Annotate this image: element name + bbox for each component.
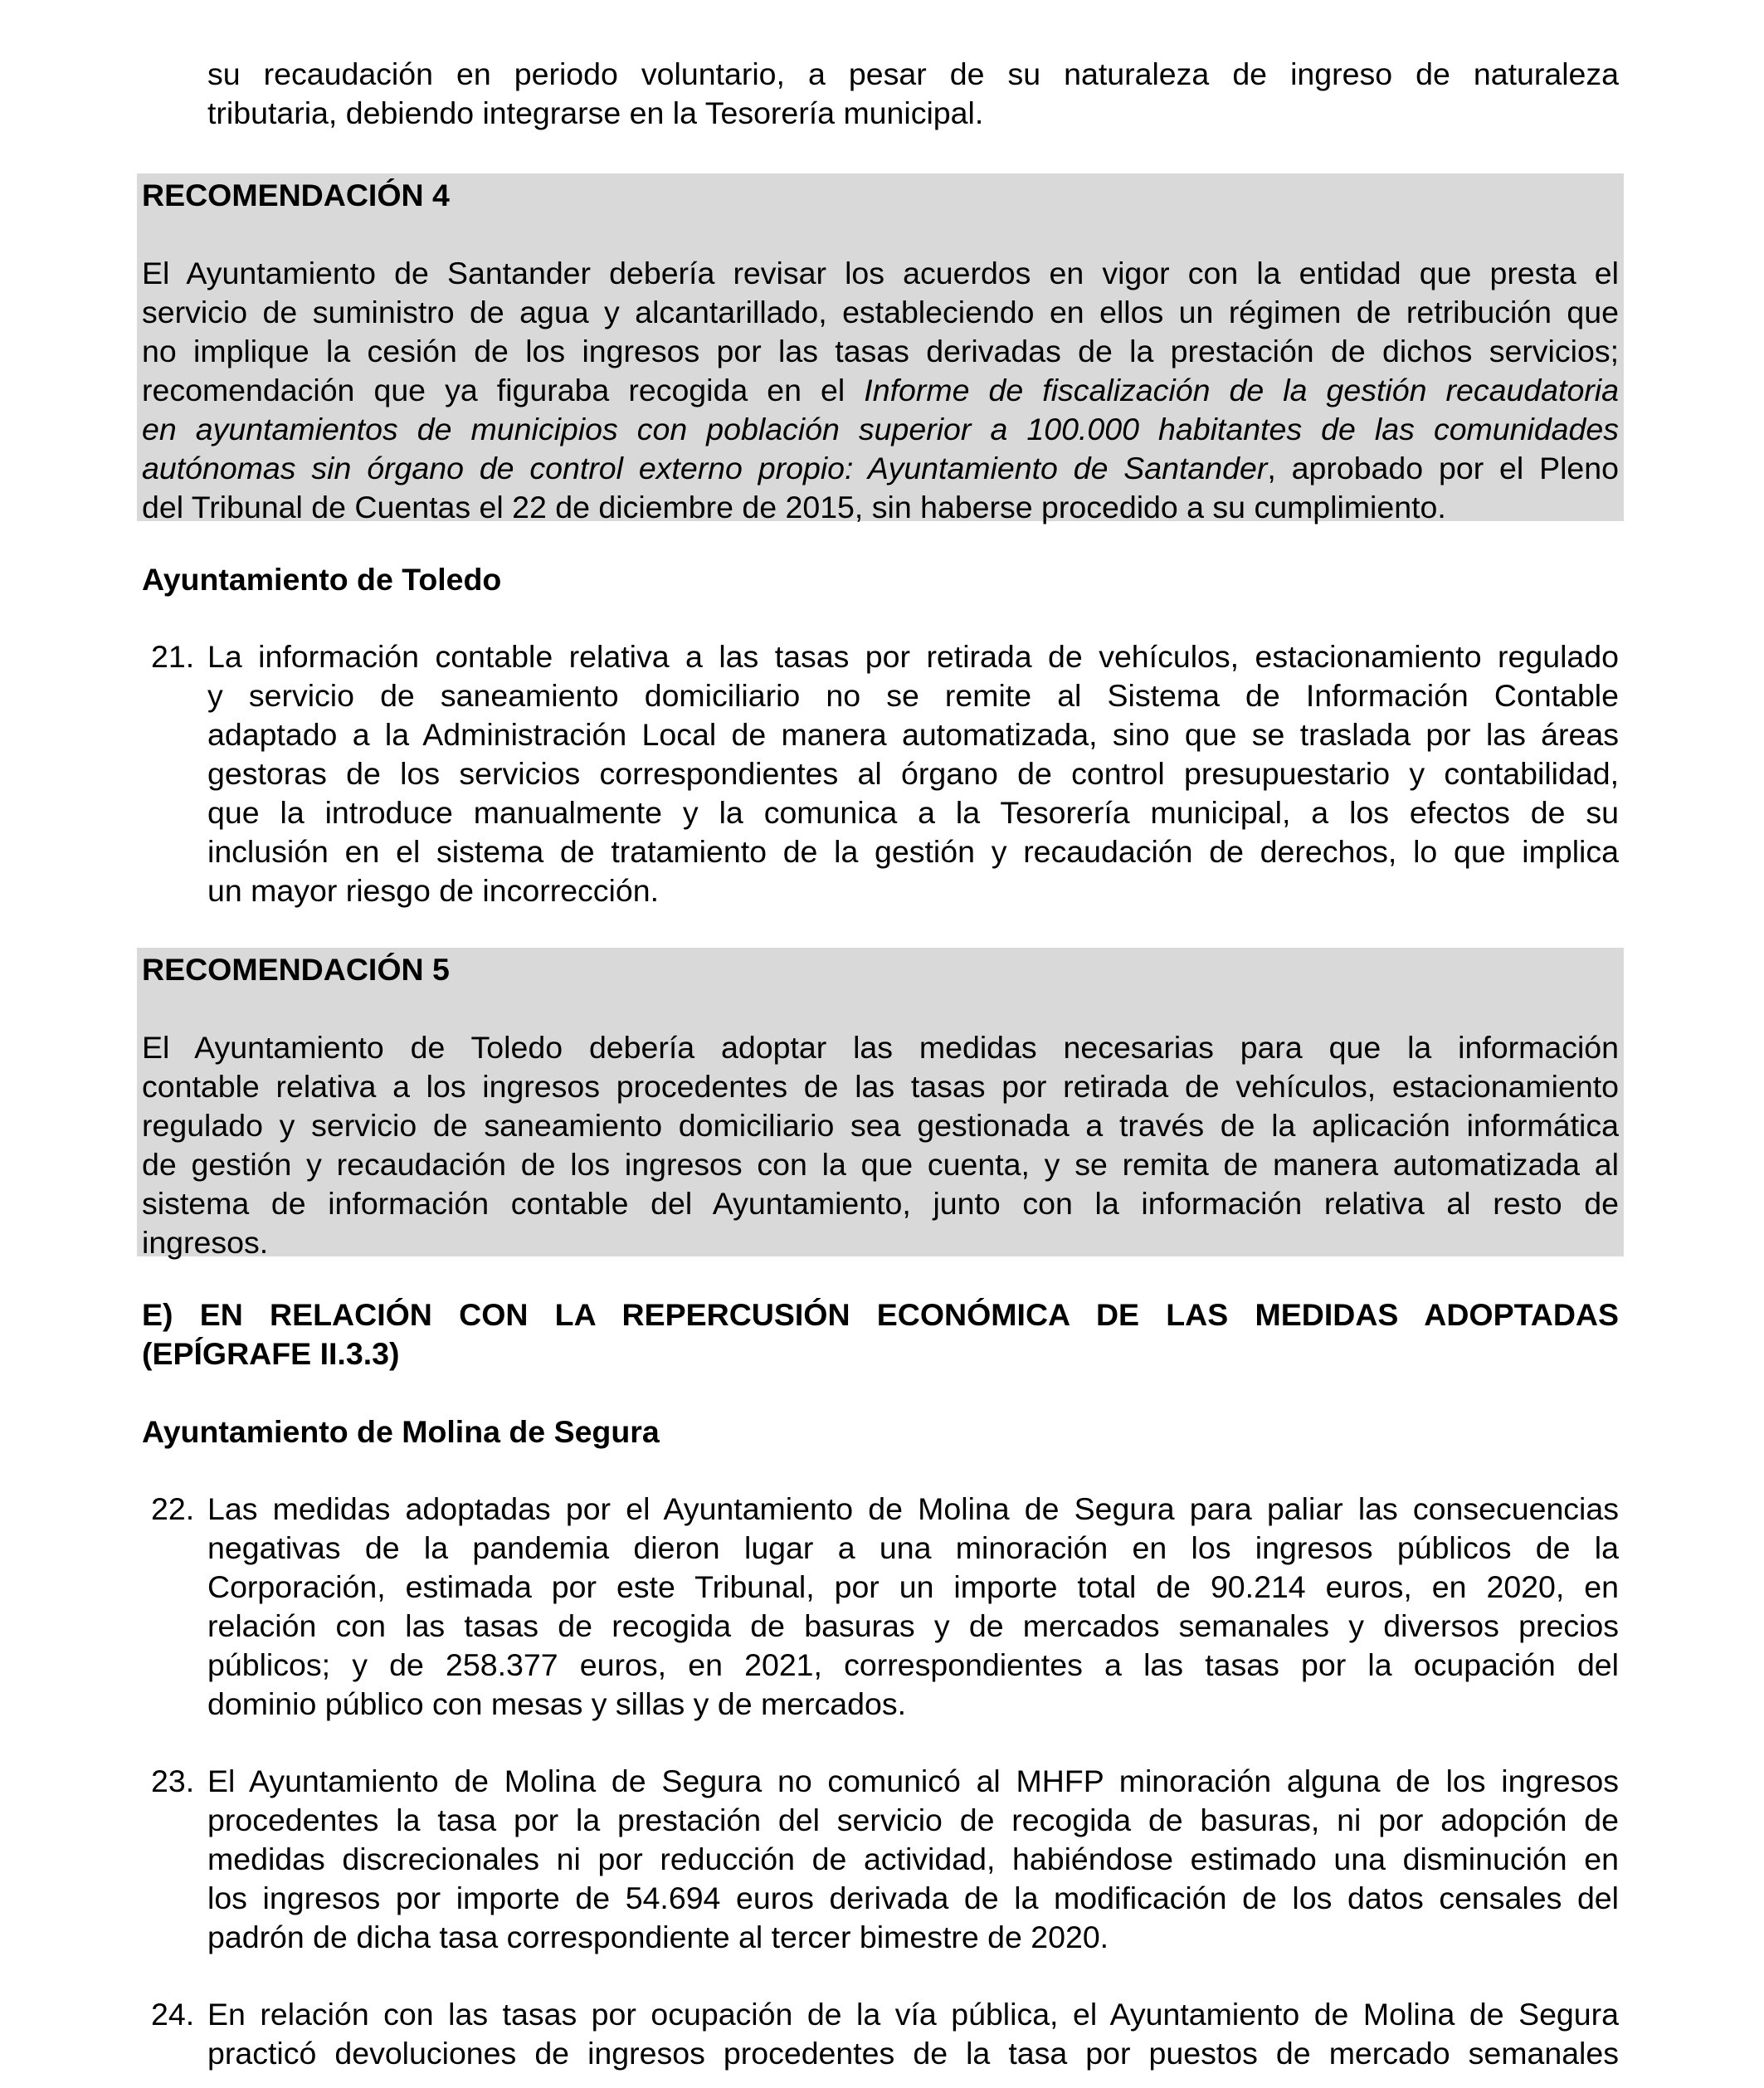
text-line: servicio de suministro de agua y alcantarillado, estableciendo en ellos un régimen de retribución que [142,295,1619,329]
text-line: adaptado a la Administración Local de manera automatizada, sino que se traslada por las áreas [207,717,1619,752]
numbered-paragraph-21 [207,637,1619,910]
text-line: los ingresos por importe de 54.694 euros derivada de la modificación de los datos censales del [207,1881,1619,1915]
text-line: públicos; y de 258.377 euros, en 2021, correspondientes a las tasas por la ocupación del [207,1647,1619,1682]
text-line: En relación con las tasas por ocupación de la vía pública, el Ayuntamiento de Molina de Segura [207,1997,1619,2032]
continuation-paragraph [207,55,1619,133]
text-line: Corporación, estimada por este Tribunal, por un importe total de 90.214 euros, en 2020, en [207,1569,1619,1604]
text-line: El Ayuntamiento de Santander debería revisar los acuerdos en vigor con la entidad que presta el [142,256,1619,290]
text-line: ingresos. [142,1225,269,1260]
numbered-paragraph-24 [207,1995,1619,2073]
text-line: practicó devoluciones de ingresos procedentes de la tasa por puestos de mercado semanales [207,2036,1619,2071]
text-line: contable relativa a los ingresos procedentes de las tasas por retirada de vehículos, estacionamiento [142,1069,1619,1104]
section-heading-toledo: Ayuntamiento de Toledo [142,562,502,597]
text-line: medidas discrecionales ni por reducción de actividad, habiéndose estimado una disminución en [207,1842,1619,1876]
report-title-italic: en ayuntamientos de municipios con población superior a 100.000 habitantes de las comunidades [142,412,1619,446]
heading-line: E) EN RELACIÓN CON LA REPERCUSIÓN ECONÓMICA DE LAS MEDIDAS ADOPTADAS [142,1297,1619,1332]
text-line: regulado y servicio de saneamiento domiciliario sea gestionada a través de la aplicación informática [142,1108,1619,1143]
recommendation-5-title: RECOMENDACIÓN 5 [142,952,450,987]
item-number: 24. [151,1997,195,2032]
heading-line: (EPÍGRAFE II.3.3) [142,1336,400,1371]
text-line: del Tribunal de Cuentas el 22 de diciembre de 2015, sin haberse procedido a su cumplimiento. [142,490,1446,524]
text-line: negativas de la pandemia dieron lugar a una minoración en los ingresos públicos de la [207,1530,1619,1565]
text-line: sistema de información contable del Ayuntamiento, junto con la información relativa al resto de [142,1186,1619,1221]
text-line: Las medidas adoptadas por el Ayuntamiento de Molina de Segura para paliar las consecuencias [207,1491,1619,1526]
text-line: su recaudación en periodo voluntario, a pesar de su naturaleza de ingreso de naturaleza [207,56,1619,91]
text-line: dominio público con mesas y sillas y de mercados. [207,1686,907,1721]
recommendation-4-title: RECOMENDACIÓN 4 [142,178,450,212]
section-heading-molina: Ayuntamiento de Molina de Segura [142,1414,660,1449]
text-line: que la introduce manualmente y la comunica a la Tesorería municipal, a los efectos de su [207,795,1619,830]
report-title-italic: Informe de fiscalización de la gestión recaudatoria [864,373,1619,407]
text-line: no implique la cesión de los ingresos por las tasas derivadas de la prestación de dichos servicios; [142,334,1619,368]
numbered-paragraph-23 [207,1762,1619,1957]
item-number: 23. [151,1764,195,1798]
text-line [142,410,1619,449]
text-line: y servicio de saneamiento domiciliario no se remite al Sistema de Información Contable [207,678,1619,713]
text-line: procedentes la tasa por la prestación del servicio de recogida de basuras, ni por adopción de [207,1803,1619,1837]
recommendation-5-text [142,1028,1619,1262]
text-line: relación con las tasas de recogida de basuras y de mercados semanales y diversos precios [207,1608,1619,1643]
numbered-paragraph-22 [207,1490,1619,1724]
item-number: 21. [151,639,195,674]
text-line: La información contable relativa a las tasas por retirada de vehículos, estacionamiento regulado [207,639,1619,674]
text-line: autónomas sin órgano de control externo propio: Ayuntamiento de Santander, aprobado por el Pleno [142,451,1619,485]
text-line: recomendación que ya figuraba recogida en el Informe de fiscalización de la gestión recaudatoria [142,373,1619,407]
text-line: El Ayuntamiento de Molina de Segura no comunicó al MHFP minoración alguna de los ingresos [207,1764,1619,1798]
text-line: El Ayuntamiento de Toledo debería adoptar las medidas necesarias para que la información [142,1030,1619,1065]
text-line: padrón de dicha tasa correspondiente al tercer bimestre de 2020. [207,1920,1109,1954]
text-line: inclusión en el sistema de tratamiento de la gestión y recaudación de derechos, lo que implica [207,834,1619,869]
text-line: tributaria, debiendo integrarse en la Tesorería municipal. [207,95,984,130]
report-title-italic: autónomas sin órgano de control externo propio: Ayuntamiento de Santander [142,451,1268,485]
item-number: 22. [151,1491,195,1526]
text-line: gestoras de los servicios correspondientes al órgano de control presupuestario y contabilidad, [207,756,1619,791]
text-line: de gestión y recaudación de los ingresos con la que cuenta, y se remita de manera automatizada al [142,1147,1619,1182]
section-e-heading [142,1295,1619,1373]
text-line: un mayor riesgo de incorrección. [207,873,660,908]
recommendation-4-text [142,254,1619,527]
